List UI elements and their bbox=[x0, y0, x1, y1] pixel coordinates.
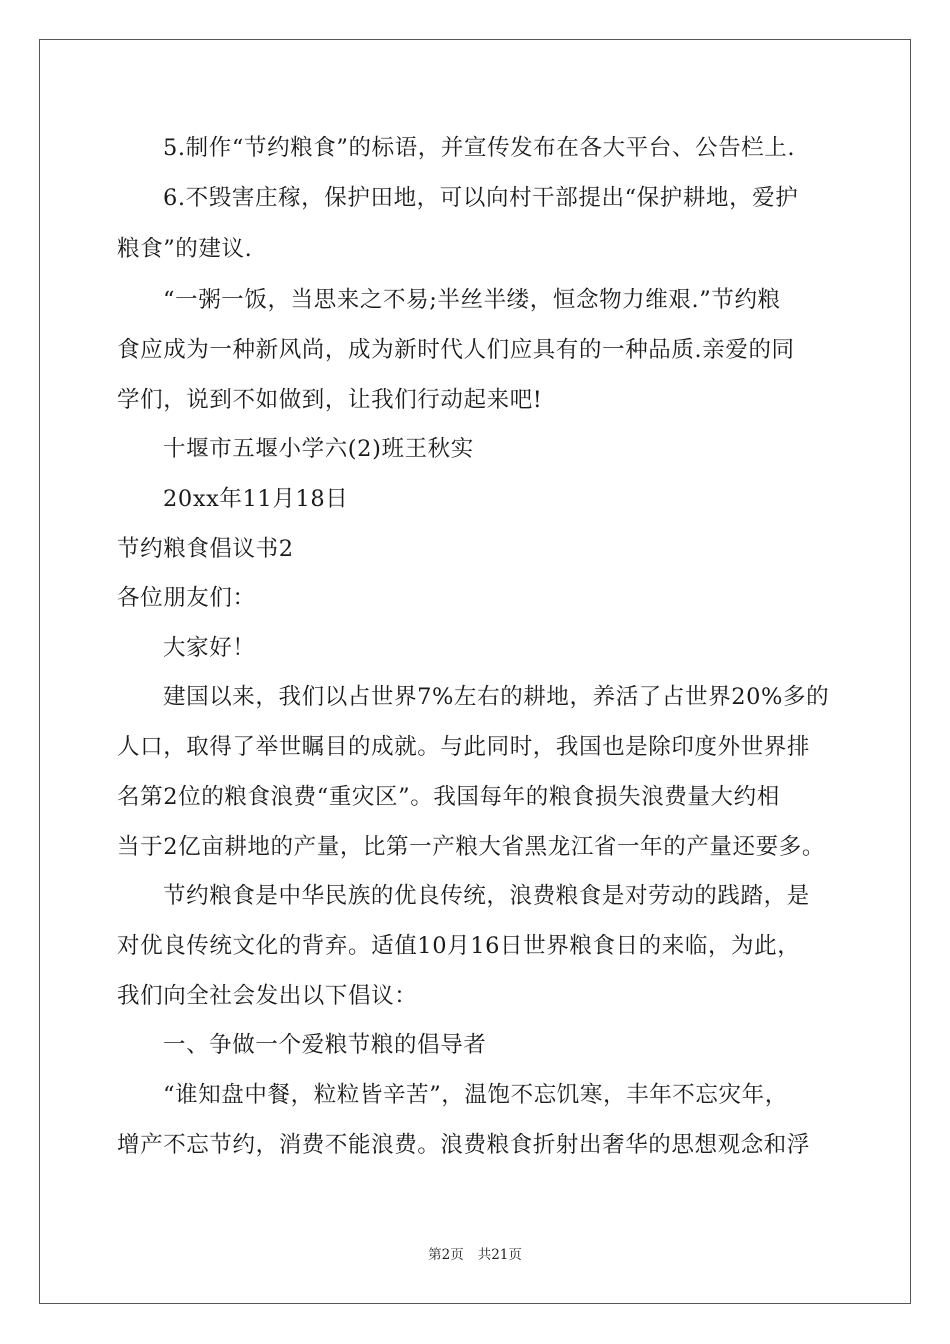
page-number: 第2页 bbox=[428, 1247, 464, 1263]
text-line: 食应成为一种新风尚，成为新时代人们应具有的一种品质.亲爱的同 bbox=[117, 337, 795, 363]
text-line: “一粥一饭，当思来之不易;半丝半缕，恒念物力维艰.”节约粮 bbox=[163, 287, 781, 313]
text-line: 粮食”的建议. bbox=[117, 236, 253, 262]
salutation: 各位朋友们： bbox=[117, 585, 256, 611]
page-border bbox=[39, 39, 911, 1304]
text-line: 5.制作“节约粮食”的标语，并宣传发布在各大平台、公告栏上. bbox=[163, 135, 796, 161]
page-footer bbox=[0, 1246, 950, 1264]
section-title: 节约粮食倡议书2 bbox=[117, 536, 294, 562]
page-total: 共21页 bbox=[477, 1247, 522, 1263]
text-line: 名第2位的粮食浪费“重灾区”。我国每年的粮食损失浪费量大约相 bbox=[117, 784, 780, 810]
text-line: “谁知盘中餐，粒粒皆辛苦”，温饱不忘饥寒，丰年不忘灾年， bbox=[163, 1082, 788, 1108]
text-line: 建国以来，我们以占世界7%左右的耕地，养活了占世界20%多的 bbox=[163, 684, 830, 710]
text-line: 当于2亿亩耕地的产量，比第一产粮大省黑龙江省一年的产量还要多。 bbox=[117, 834, 825, 860]
subheading: 一、争做一个爱粮节粮的倡导者 bbox=[163, 1032, 487, 1058]
text-line: 对优良传统文化的背弃。适值10月16日世界粮食日的来临，为此， bbox=[117, 933, 801, 959]
text-line: 增产不忘节约，消费不能浪费。浪费粮食折射出奢华的思想观念和浮 bbox=[117, 1132, 811, 1158]
signature-line: 十堰市五堰小学六(2)班王秋实 bbox=[163, 436, 474, 462]
greeting: 大家好！ bbox=[163, 635, 256, 661]
text-line: 6.不毁害庄稼，保护田地，可以向村干部提出“保护耕地，爱护 bbox=[163, 185, 799, 211]
text-line: 节约粮食是中华民族的优良传统，浪费粮食是对劳动的践踏，是 bbox=[163, 883, 810, 909]
text-line: 人口，取得了举世瞩目的成就。与此同时，我国也是除印度外世界排 bbox=[117, 734, 811, 760]
text-line: 学们，说到不如做到，让我们行动起来吧! bbox=[117, 387, 543, 413]
date-line: 20xx年11月18日 bbox=[163, 486, 349, 512]
text-line: 我们向全社会发出以下倡议： bbox=[117, 983, 418, 1009]
